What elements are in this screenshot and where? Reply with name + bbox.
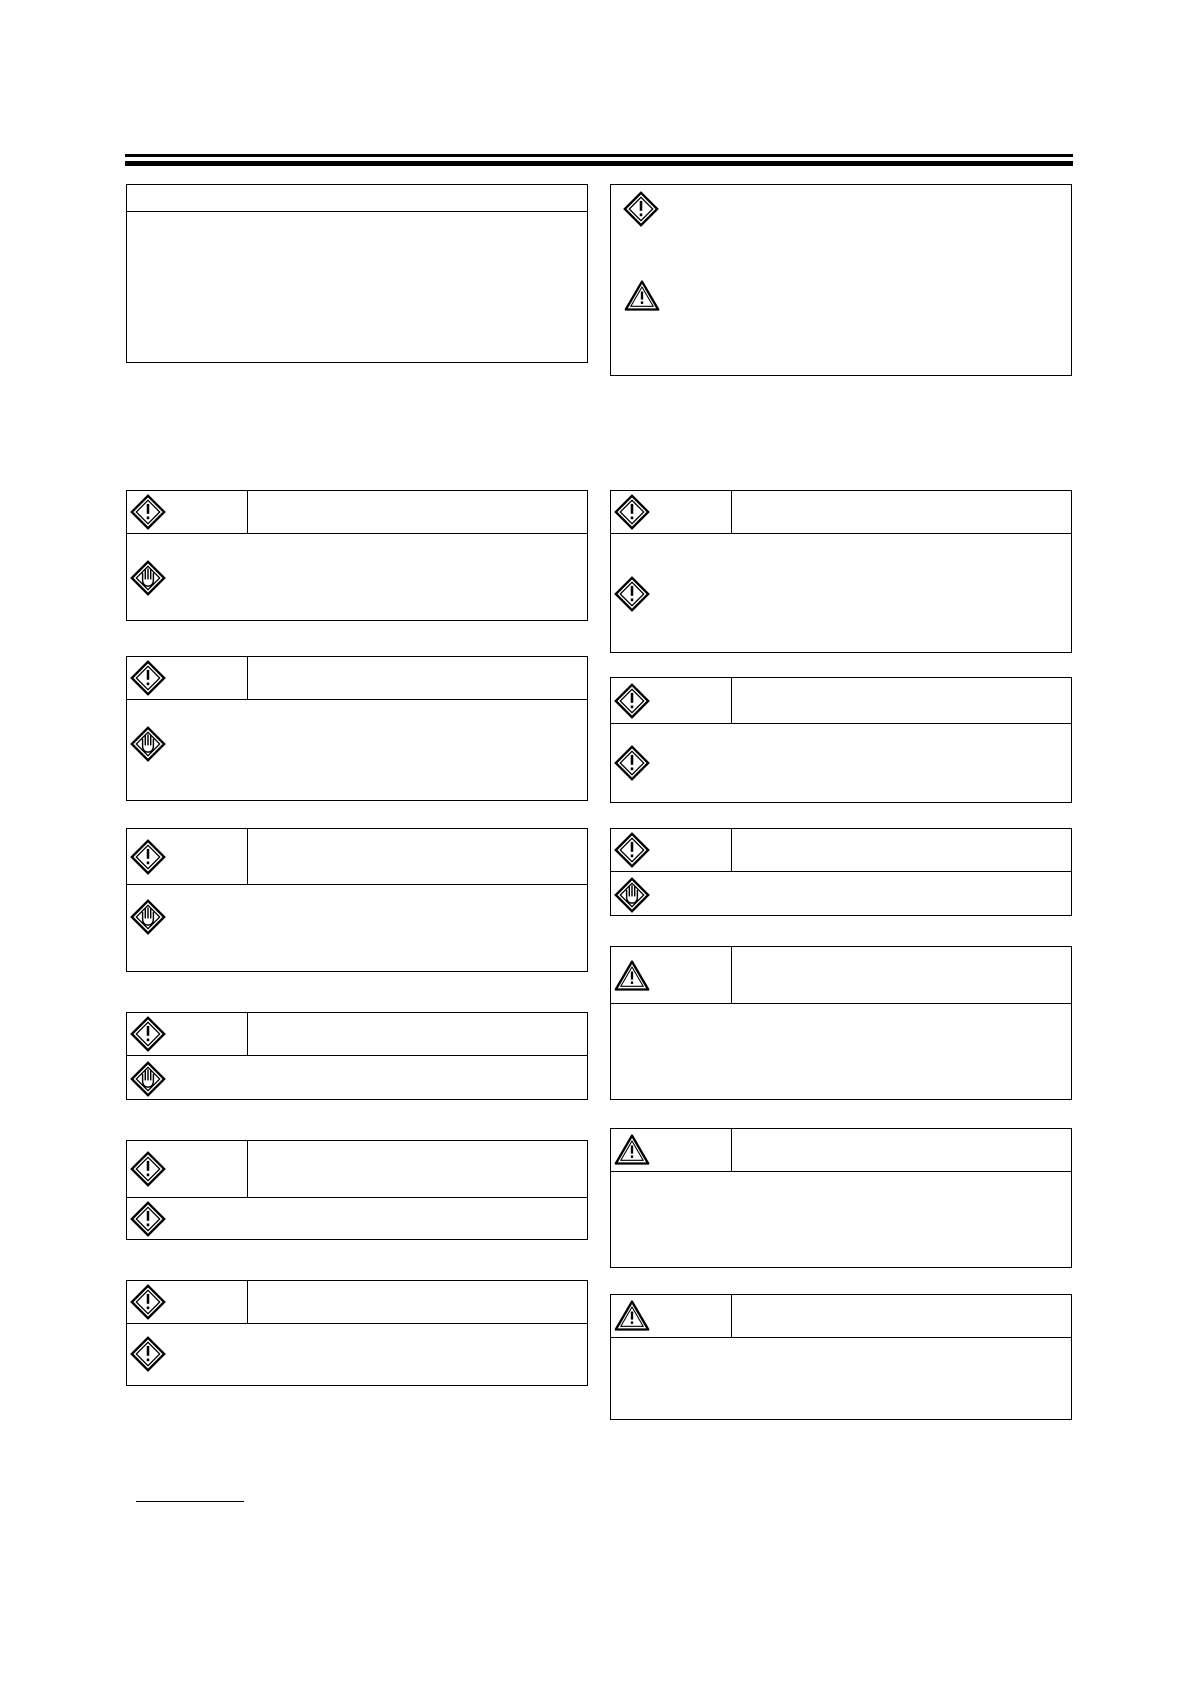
caution-block-6-body bbox=[126, 1323, 588, 1386]
caution-block-2-title-cell bbox=[247, 656, 588, 701]
warning-triangle-icon bbox=[614, 1298, 650, 1334]
warning-block-1-title-cell bbox=[731, 946, 1072, 1005]
caution-diamond-icon bbox=[614, 683, 650, 719]
caution-block-6-title-cell bbox=[247, 1280, 588, 1325]
warning-triangle-icon bbox=[614, 958, 650, 994]
intro-box-right bbox=[610, 184, 1072, 376]
caution-block-8-body bbox=[610, 723, 1072, 803]
hand-prohibition-icon bbox=[130, 1061, 166, 1097]
hand-prohibition-icon bbox=[130, 560, 166, 596]
footnote-rule bbox=[136, 1501, 244, 1502]
caution-diamond-icon bbox=[130, 660, 166, 696]
hand-prohibition-icon bbox=[130, 899, 166, 935]
caution-diamond-icon bbox=[130, 1284, 166, 1320]
caution-diamond-icon bbox=[130, 494, 166, 530]
intro-box-left-divider bbox=[126, 211, 588, 212]
hand-prohibition-icon bbox=[130, 726, 166, 762]
header-rule-thin bbox=[125, 154, 1073, 157]
caution-block-7-title-cell bbox=[731, 490, 1072, 535]
warning-triangle-icon bbox=[624, 278, 660, 314]
warning-block-3-title-cell bbox=[731, 1294, 1072, 1339]
caution-block-5-body bbox=[126, 1197, 588, 1240]
warning-block-1-body bbox=[610, 1003, 1072, 1100]
caution-block-9-title-cell bbox=[731, 828, 1072, 873]
caution-diamond-icon bbox=[614, 494, 650, 530]
caution-diamond-icon bbox=[130, 1151, 166, 1187]
caution-diamond-icon bbox=[130, 1201, 166, 1237]
caution-block-8-title-cell bbox=[731, 677, 1072, 725]
caution-block-2-body bbox=[126, 699, 588, 801]
caution-diamond-icon bbox=[130, 1336, 166, 1372]
warning-block-2-title-cell bbox=[731, 1128, 1072, 1173]
hand-prohibition-icon bbox=[614, 877, 650, 913]
caution-diamond-icon bbox=[130, 839, 166, 875]
caution-block-5-title-cell bbox=[247, 1140, 588, 1199]
caution-diamond-icon bbox=[623, 191, 659, 227]
header-rule-thick bbox=[125, 161, 1073, 166]
caution-block-4-body bbox=[126, 1055, 588, 1100]
caution-diamond-icon bbox=[130, 1016, 166, 1052]
caution-block-3-title-cell bbox=[247, 828, 588, 886]
caution-diamond-icon bbox=[614, 745, 650, 781]
caution-diamond-icon bbox=[614, 832, 650, 868]
caution-block-9-body bbox=[610, 871, 1072, 916]
caution-block-4-title-cell bbox=[247, 1012, 588, 1057]
warning-block-3-body bbox=[610, 1337, 1072, 1420]
caution-block-1-title-cell bbox=[247, 490, 588, 535]
caution-block-1-body bbox=[126, 533, 588, 621]
warning-triangle-icon bbox=[614, 1132, 650, 1168]
warning-block-2-body bbox=[610, 1171, 1072, 1268]
caution-diamond-icon bbox=[614, 576, 650, 612]
caution-block-7-body bbox=[610, 533, 1072, 653]
caution-block-3-body bbox=[126, 884, 588, 972]
